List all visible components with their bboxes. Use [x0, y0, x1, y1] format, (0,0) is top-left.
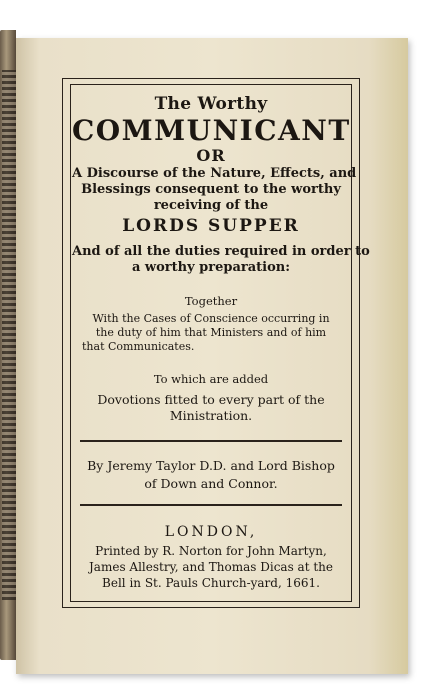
- frontispiece-edge: [2, 70, 16, 600]
- duties-line: And of all the duties required in order to: [72, 244, 370, 259]
- cases-line: the duty of him that Ministers and of him: [95, 326, 327, 339]
- devotions-line: Dovotions fitted to every part of the: [97, 392, 325, 407]
- devotions-line: Ministration.: [169, 408, 253, 423]
- lords-supper-heading: LORDS SUPPER: [122, 216, 300, 236]
- author-line: of Down and Connor.: [144, 476, 278, 491]
- cases-line: With the Cases of Conscience occurring in: [92, 312, 330, 325]
- subtitle-line: Blessings consequent to the worthy: [81, 182, 341, 197]
- title-line-1: The Worthy: [154, 94, 268, 114]
- title-or: OR: [196, 146, 226, 165]
- together-line: Together: [184, 294, 238, 308]
- imprint-line: Printed by R. Norton for John Martyn,: [95, 544, 327, 558]
- added-line: To which are added: [153, 372, 269, 386]
- subtitle-line: receiving of the: [153, 198, 269, 213]
- author-line: By Jeremy Taylor D.D. and Lord Bishop: [87, 458, 335, 473]
- imprint-city: LONDON,: [164, 524, 258, 540]
- title-line-2: COMMUNICANT: [72, 114, 351, 147]
- subtitle-line: A Discourse of the Nature, Effects, and: [72, 166, 357, 181]
- imprint-line: James Allestry, and Thomas Dicas at the: [89, 560, 333, 574]
- divider-rule: [80, 504, 342, 506]
- imprint-line: Bell in St. Pauls Church-yard, 1661.: [102, 576, 320, 590]
- duties-line: a worthy preparation:: [131, 260, 291, 275]
- divider-rule: [80, 440, 342, 442]
- cases-line: that Communicates.: [82, 340, 195, 353]
